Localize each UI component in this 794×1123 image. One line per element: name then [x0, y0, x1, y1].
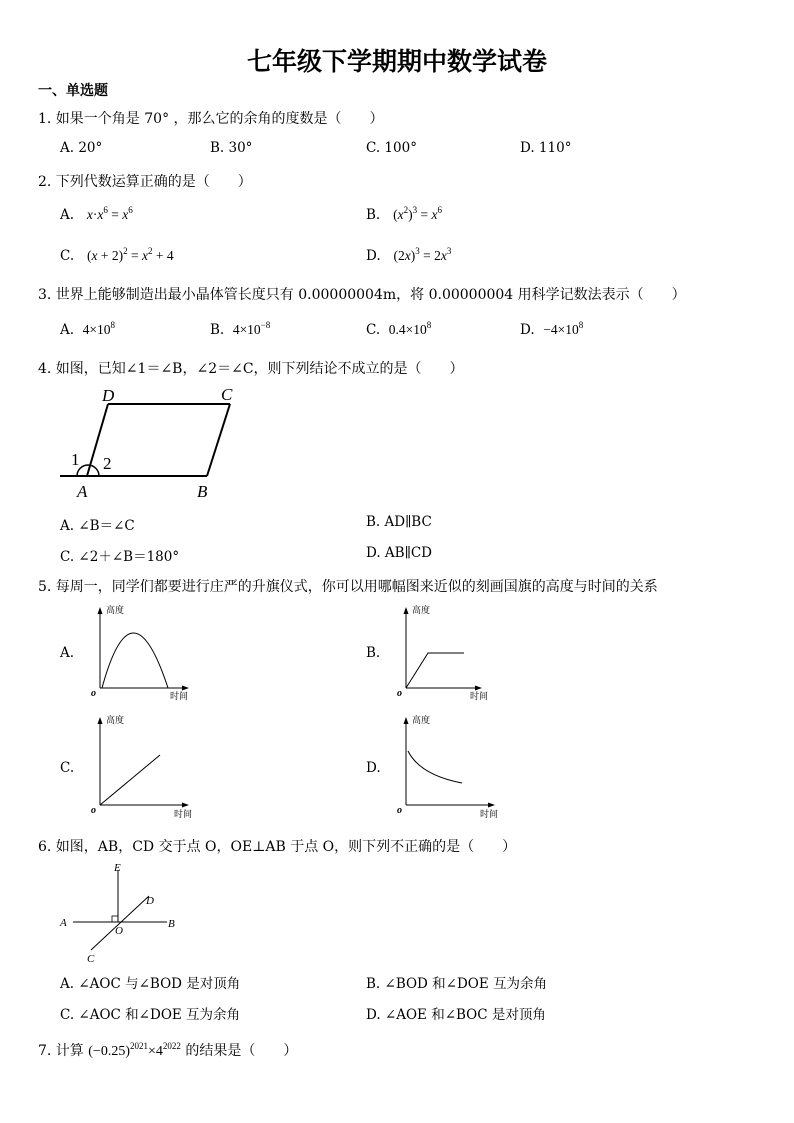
q4-option-b: B. AD∥BC	[366, 514, 432, 530]
question-6-stem: 6. 如图，AB，CD 交于点 O，OE⊥AB 于点 O，则下列不正确的是（ ）	[38, 839, 517, 855]
svg-text:o: o	[397, 805, 402, 816]
q2-option-c: C. $(x + 2)^2 = x^2 + 4$	[60, 246, 174, 264]
svg-text:时间: 时间	[174, 809, 193, 819]
question-1-stem: 1. 如果一个角是 70° ，那么它的余角的度数是（ ）	[38, 111, 384, 127]
label-angle-2: 2	[103, 454, 112, 473]
curve-decreasing	[408, 751, 462, 783]
q5-option-c-label: C.	[60, 760, 75, 776]
q6-option-c: C. ∠AOC 和∠DOE 互为余角	[60, 1007, 241, 1023]
svg-text:A: A	[60, 917, 67, 929]
page-title: 七年级下学期期中数学试卷	[246, 47, 547, 76]
svg-text:o: o	[91, 805, 96, 816]
q3-option-d: D. $-4\times 10^8$	[520, 320, 584, 338]
q6-intersecting-lines-figure	[55, 860, 185, 966]
q3-option-a: A. $4\times 10^8$	[60, 320, 116, 338]
q2-formula-d: $(2x)^3 = 2x^3$	[393, 246, 452, 263]
svg-text:时间: 时间	[480, 809, 499, 819]
q2-option-b: B. $(x^2)^3 = x^6$	[366, 205, 442, 223]
q3-option-b: B. $4\times 10^{-8}$	[210, 320, 271, 338]
svg-text:C: C	[87, 953, 95, 965]
question-4-stem: 4. 如图，已知∠1＝∠B，∠2＝∠C，则下列结论不成立的是（ ）	[38, 361, 464, 377]
q1-option-c: C. 100°	[366, 140, 417, 156]
question-2-stem: 2. 下列代数运算正确的是（ ）	[38, 174, 252, 190]
svg-text:E: E	[114, 862, 121, 874]
curve-rise-flat	[406, 653, 464, 688]
svg-text:o: o	[397, 688, 402, 699]
right-angle-mark	[112, 916, 118, 922]
question-5-stem: 5. 每周一，同学们都要进行庄严的升旗仪式，你可以用哪幅图来近似的刻画国旗的高度与时间的关系	[38, 579, 658, 595]
q4-parallelogram-figure	[55, 382, 245, 502]
q1-option-d: D. 110°	[520, 140, 572, 156]
q5-option-d-label: D.	[366, 760, 381, 776]
q4-option-a: A. ∠B＝∠C	[60, 518, 135, 534]
question-7-stem: 7. 计算 $(-0.25)^{2021}\times 4^{2022}$ 的结果是（ ）	[38, 1041, 298, 1059]
q5-option-a-label: A.	[60, 645, 75, 661]
svg-text:高度: 高度	[412, 715, 431, 725]
label-c: C	[221, 385, 233, 404]
q6-option-b: B. ∠BOD 和∠DOE 互为余角	[366, 976, 548, 992]
label-d: D	[102, 386, 115, 405]
svg-text:时间: 时间	[170, 691, 189, 701]
svg-text:时间: 时间	[470, 691, 489, 701]
q3-option-c: C. $0.4\times 10^8$	[366, 320, 432, 338]
svg-text:高度: 高度	[106, 715, 125, 725]
q4-option-c: C. ∠2＋∠B＝180°	[60, 549, 180, 565]
label-angle-1: 1	[71, 450, 80, 469]
q2-option-a: A. $x\cdot x^6 = x^6$	[60, 205, 133, 223]
q5-graph-b	[396, 603, 506, 701]
svg-text:o: o	[91, 688, 96, 699]
curve-parabola	[102, 633, 168, 688]
q5-graph-a	[90, 603, 200, 701]
label-b: B	[197, 482, 208, 501]
q1-option-a: A. 20°	[60, 140, 103, 156]
q2-formula-c: $(x + 2)^2 = x^2 + 4$	[87, 246, 174, 263]
q2-formula-b: $(x^2)^3 = x^6$	[393, 205, 442, 222]
curve-linear	[100, 755, 160, 805]
q1-option-b: B. 30°	[210, 140, 253, 156]
q6-option-d: D. ∠AOE 和∠BOC 是对顶角	[366, 1007, 546, 1023]
svg-text:O: O	[115, 925, 123, 937]
q6-option-a: A. ∠AOC 与∠BOD 是对顶角	[60, 976, 241, 992]
q4-option-d: D. AB∥CD	[366, 545, 432, 561]
line-cd	[91, 896, 149, 950]
line-cb	[207, 404, 230, 476]
q2-formula-a: $x\cdot x^6 = x^6$	[86, 205, 133, 222]
svg-text:高度: 高度	[106, 605, 125, 615]
section-heading: 一、单选题	[38, 83, 108, 99]
q5-graph-c	[90, 713, 200, 819]
label-a: A	[77, 482, 88, 501]
q7-expression: $(-0.25)^{2021}\times 4^{2022}$	[88, 1041, 181, 1059]
svg-text:D: D	[146, 895, 154, 907]
q5-option-b-label: B.	[366, 645, 381, 661]
q2-option-d: D. $(2x)^3 = 2x^3$	[366, 246, 452, 264]
svg-text:高度: 高度	[412, 605, 431, 615]
svg-text:B: B	[168, 918, 175, 930]
q5-graph-d	[396, 713, 506, 819]
question-3-stem: 3. 世界上能够制造出最小晶体管长度只有 0.00000004m，将 0.00000004 用科学记数法表示（ ）	[38, 287, 686, 303]
